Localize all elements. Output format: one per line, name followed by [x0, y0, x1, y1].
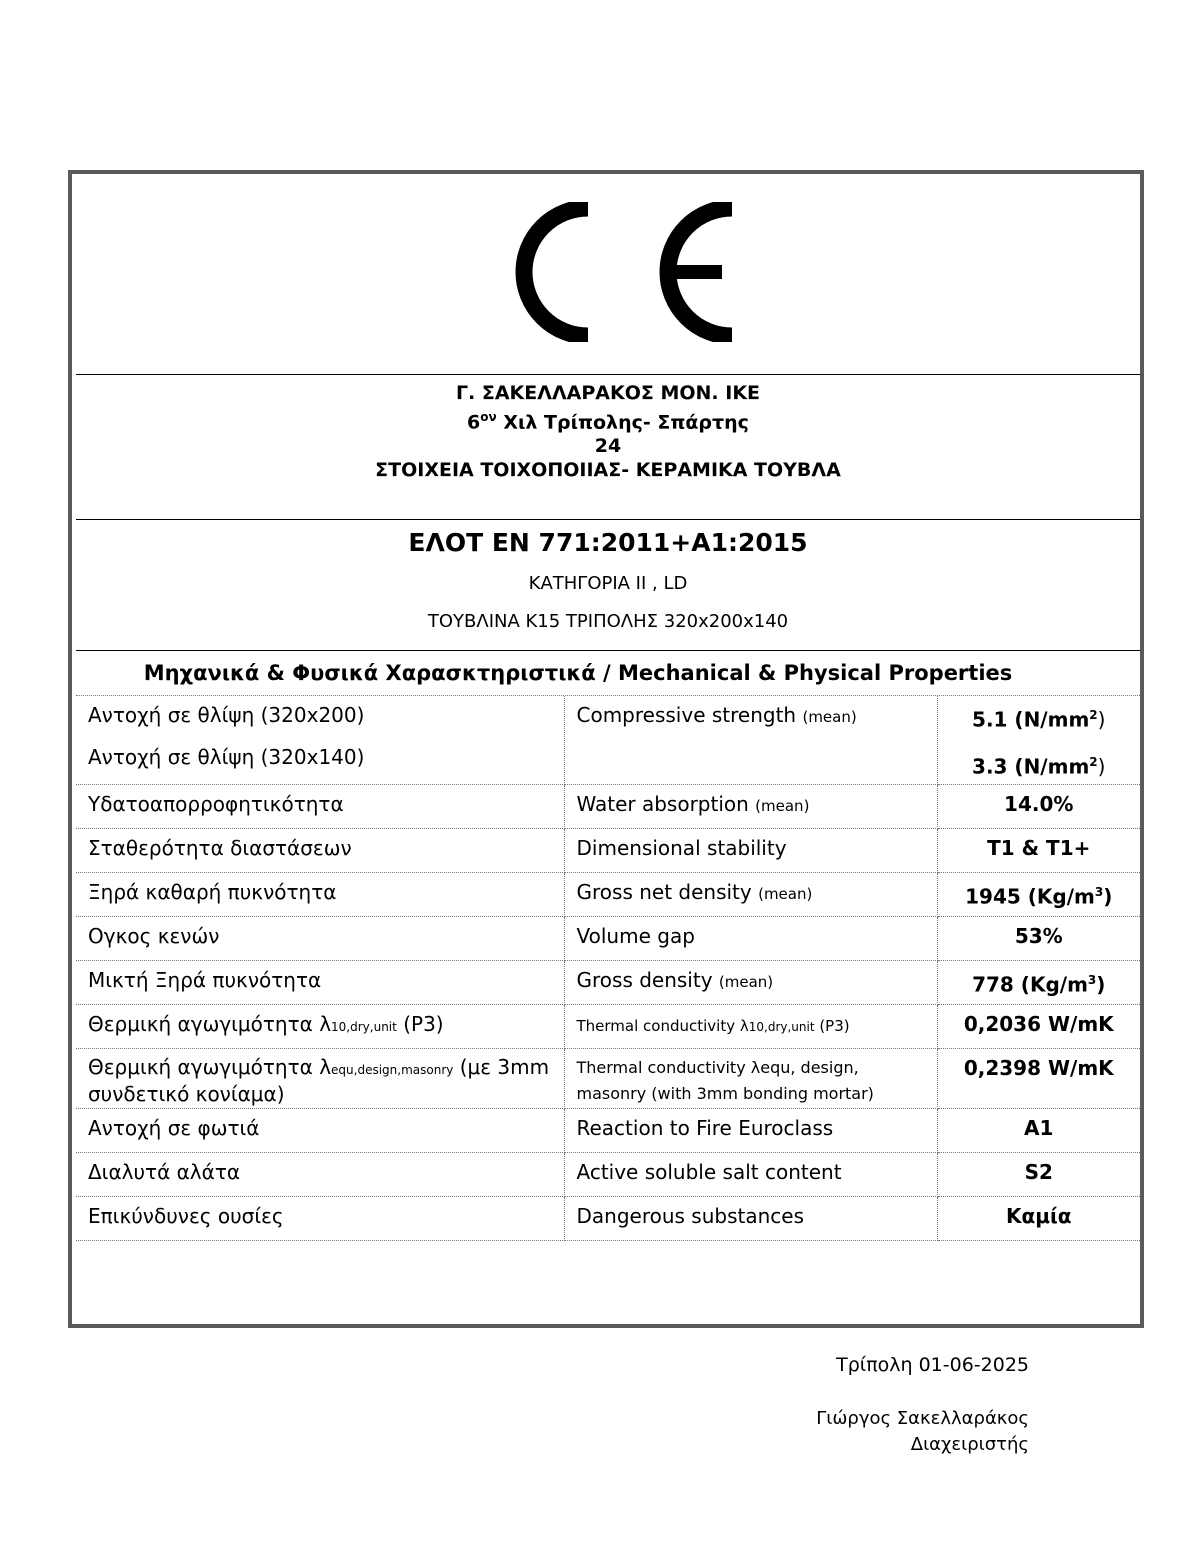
table-row	[76, 1152, 1140, 1196]
property-value: A1	[937, 1108, 1140, 1152]
manufacturer-section	[76, 375, 1140, 520]
property-value: 0,2398 W/mK	[937, 1048, 1140, 1108]
declaration-frame	[68, 170, 1144, 1328]
ce-mark-icon	[500, 202, 740, 342]
property-greek: Ογκος κενών	[76, 916, 564, 960]
product-description: ΤΟΥΒΛΙΝΑ Κ15 ΤΡΙΠΟΛΗΣ 320x200x140	[427, 611, 789, 632]
property-english: Gross density (mean)	[564, 960, 937, 1004]
table-row	[76, 828, 1140, 872]
property-value: Καμία	[937, 1196, 1140, 1240]
table-row	[76, 1048, 1140, 1108]
property-english: Compressive strength (mean)	[564, 696, 937, 784]
property-english: Water absorption (mean)	[564, 784, 937, 828]
property-greek: Αντοχή σε φωτιά	[76, 1108, 564, 1152]
standard-title: ΕΛΟΤ ΕΝ 771:2011+A1:2015	[408, 528, 808, 557]
property-value: 53%	[937, 916, 1140, 960]
property-value: S2	[937, 1152, 1140, 1196]
property-greek: Θερμική αγωγιμότητα λequ,design,masonry (με 3mm συνδετικό κονίαμα)	[76, 1048, 564, 1108]
property-value: 14.0%	[937, 784, 1140, 828]
standard-category: ΚΑΤΗΓΟΡΙΑ ΙΙ , LD	[528, 573, 688, 594]
property-value: 778 $(Kg/m^3)$	[937, 960, 1140, 1004]
signer-name: Γιώργος Σακελλαράκος	[816, 1408, 1029, 1429]
property-english: Volume gap	[564, 916, 937, 960]
property-value: 5.1 $(N/mm^2)$ 3.3 $(N/mm^2)$	[937, 696, 1140, 784]
property-english: Gross net density (mean)	[564, 872, 937, 916]
table-row	[76, 872, 1140, 916]
property-greek: Επικύνδυνες ουσίες	[76, 1196, 564, 1240]
property-greek: Μικτή Ξηρά πυκνότητα	[76, 960, 564, 1004]
company-name: Γ. ΣΑΚΕΛΛΑΡΑΚΟΣ ΜΟΝ. ΙΚΕ	[455, 382, 761, 404]
company-code: 24	[594, 435, 622, 458]
property-english: Dimensional stability	[564, 828, 937, 872]
properties-title: Μηχανικά & Φυσικά Χαρασκτηριστικά / Mechanical & Physical Properties	[143, 661, 1013, 685]
property-english: Active soluble salt content	[564, 1152, 937, 1196]
property-greek: Θερμική αγωγιμότητα λ10,dry,unit (P3)	[76, 1004, 564, 1048]
property-english: Thermal conductivity λ10,dry,unit (P3)	[564, 1004, 937, 1048]
property-value: 0,2036 W/mK	[937, 1004, 1140, 1048]
company-address: $6^{o\nu}$ Χιλ Τρίπολης- Σπάρτης	[467, 410, 749, 434]
property-greek: Ξηρά καθαρή πυκνότητα	[76, 872, 564, 916]
property-value: T1 & T1+	[937, 828, 1140, 872]
table-row	[76, 696, 1140, 784]
table-row	[76, 916, 1140, 960]
signer-role: Διαχειριστής	[910, 1434, 1029, 1455]
table-row	[76, 960, 1140, 1004]
product-group: ΣΤΟΙΧΕΙΑ ΤΟΙΧΟΠΟΙΙΑΣ- ΚΕΡΑΜΙΚΑ ΤΟΥΒΛΑ	[375, 459, 841, 482]
properties-header	[76, 651, 1140, 696]
property-english: Thermal conductivity λequ, design, masonry (with 3mm bonding mortar)	[564, 1048, 937, 1108]
table-row	[76, 1108, 1140, 1152]
table-row	[76, 1196, 1140, 1240]
table-row	[76, 784, 1140, 828]
place-date: Τρίπολη 01-06-2025	[836, 1354, 1029, 1376]
ce-mark-section	[76, 174, 1140, 375]
standard-section	[76, 520, 1140, 651]
property-greek: Υδατοαπορροφητικότητα	[76, 784, 564, 828]
property-english: Dangerous substances	[564, 1196, 937, 1240]
property-greek: Αντοχή σε θλίψη (320x200) Αντοχή σε θλίψη (320x140)	[76, 696, 564, 784]
property-english: Reaction to Fire Euroclass	[564, 1108, 937, 1152]
table-row	[76, 1004, 1140, 1048]
property-value: 1945 $(Kg/m^3)$	[937, 872, 1140, 916]
property-greek: Διαλυτά αλάτα	[76, 1152, 564, 1196]
properties-table	[76, 696, 1140, 1241]
property-greek: Σταθερότητα διαστάσεων	[76, 828, 564, 872]
